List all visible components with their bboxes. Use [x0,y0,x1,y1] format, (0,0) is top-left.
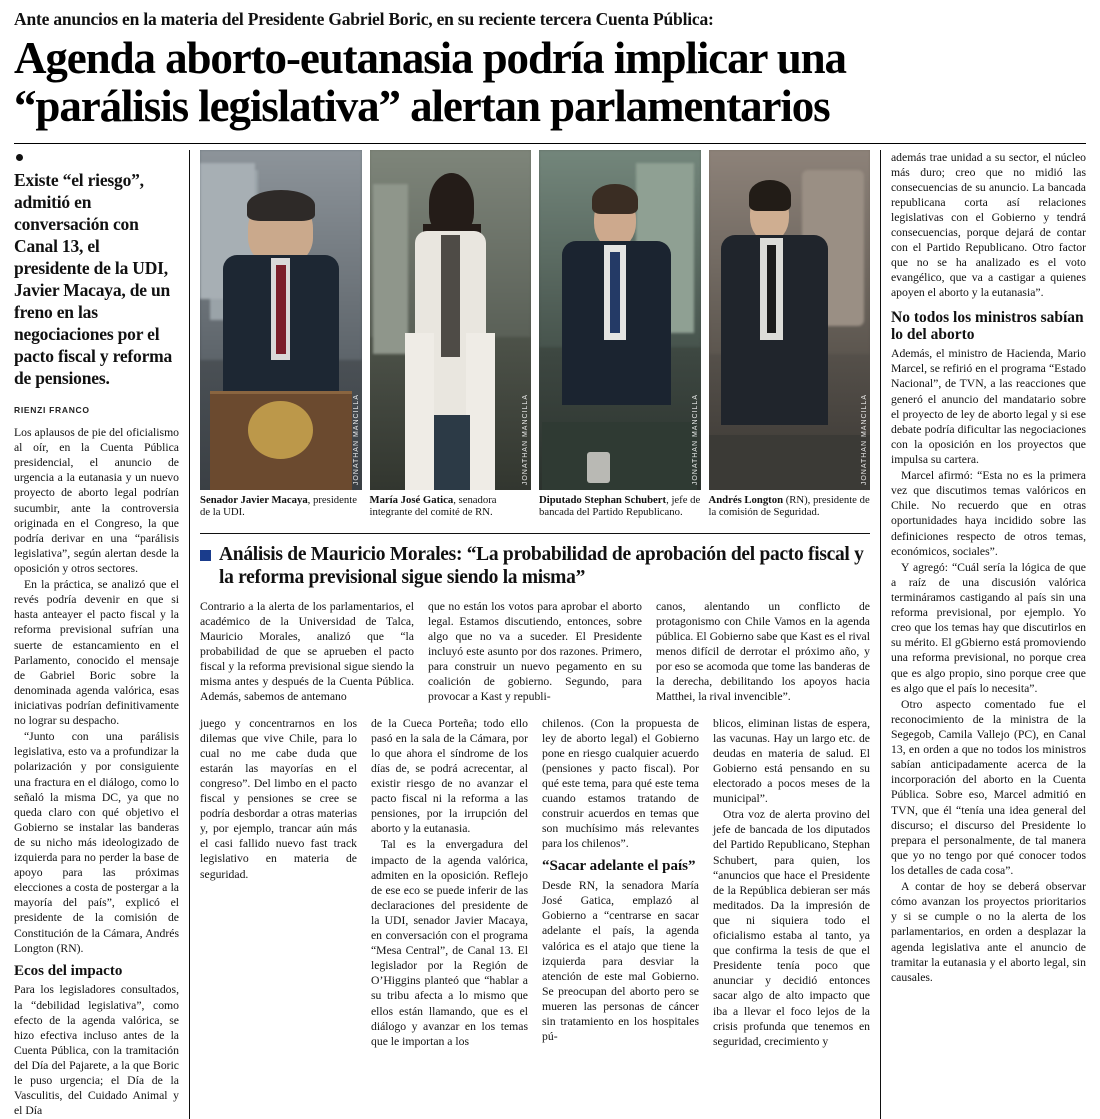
analysis-col-3 [656,599,870,706]
photo-card [709,150,871,520]
kicker: Ante anuncios en la materia del Presidente Gabriel Boric, en su reciente tercera Cuenta Pública: [14,9,714,29]
analysis-title: Análisis de Mauricio Morales: “La probabilidad de aprobación del pacto fiscal y la reforma previsional sigue siendo la misma” [219,544,864,588]
paragraph: que no están los votos para aprobar el aborto legal. Estamos discutiendo, entonces, sobre algo que no va a suceder. El Presidente incluyó este asunto por dos razones. Primero, para construir un nuevo pegamento en su coalición de gobierno. Segundo, para provocar a Kast y republi- [428,599,642,704]
photo-caption [370,494,532,520]
lower-columns [200,716,870,1050]
photo-card [370,150,532,520]
paragraph: chilenos. (Con la propuesta de ley de aborto legal) el Gobierno pone en riesgo cualquier acuerdo (pensiones y pacto fiscal). Por qué este tema, para qué este tema cuando estamos tratando de construir acuerdos en temas que son muchísimo más relevantes para los chilenos”. [542,716,699,851]
paragraph: Tal es la envergadura del impacto de la agenda valórica, admiten en la oposición. Reflejo de ese eco se puede inferir de las declaraciones del presidente de la UDI, senador Javier Macaya, en conversación con el programa “Mesa Central”, de Canal 13. El legislador por la Región de O’Higgins planteó que “hablar a su tribu afecta a lo mismo que ellos están llamando, que es el diálogo y avanzar en los temas que le importan a los [371,838,528,1048]
photo-credit: JONATHAN MANCILLA [691,394,699,486]
headline-divider [14,143,1086,144]
paragraph: Para los legisladores consultados, la “debilidad legislativa”, como efecto de la agenda valórica, se hizo efectiva incluso antes de la Cuenta Pública, con la tramitación del Día del Pajarete, a la que Boric le puso urgencia; el Día de la Vasculitis, del Cuidado Animal y el Día [14,983,179,1118]
paragraph: Además, el ministro de Hacienda, Mario Marcel, se refirió en el programa “Estado Nacional”, de TVN, a las reacciones que generó el anuncio del mandatario sobre el proyecto de ley de aborto legal y si ese debate podría dificultar las negociaciones con la oposición en los proyectos que impulsa su cartera. [891,347,1086,466]
analysis-col-2 [428,599,642,706]
photo-credit: JONATHAN MANCILLA [522,394,529,486]
paragraph: Otra voz de alerta provino del jefe de bancada de los diputados del Partido Republicano, Stephan Schubert, para quien, los “anuncios que hace el Presidente de la República debieran ser más meditados. Da la impresión de que ni siquiera todo el oficialismo estaba al tanto, ya que confirma la tesis de que el Presidente tenía poco que anunciar y decidió entonces sacar algo de alto impacto que iba a llevar el foco lejos de la crisis profunda que tenemos en seguridad, crecimiento y [713,808,870,1048]
caption-rest: , jefe de bancada del Partido Republicano. [539,493,701,519]
photo-caption [709,494,871,520]
analysis-col-1 [200,599,414,706]
paragraph: canos, alentando un conflicto de protagonismo con Chile Vamos en la agenda pública. El Gobierno sabe que Kast es el rival menos difícil de derrotar el próximo año, y por eso se acomoda que tome las banderas de la derecha, debilitando los apoyos hacia Matthei, la rival invencible”. [656,599,870,704]
lower-subhead: “Sacar adelante el país” [542,858,696,875]
paragraph: Contrario a la alerta de los parlamentarios, el académico de la Universidad de Talca, Mauricio Morales, analizó que “la probabilidad de que se aprueben el pacto fiscal y la reforma previsional sigue siendo la misma antes y después de la Cuenta Pública. Además, sabemos de antemano [200,599,414,704]
lower-col-4 [713,716,870,1050]
lede-paragraph: Existe “el riesgo”, admitió en conversación con Canal 13, el presidente de la UDI, Javier Macaya, de un freno en las negociaciones por el pacto fiscal y reforma de pensiones. [14,169,173,389]
left-text-bottom [14,982,179,1118]
photo-card [539,150,701,520]
paragraph: de la Cueca Porteña; todo ello pasó en la sala de la Cámara, por lo que ahora el síndrome de los días de, se podrá acrecentar, al existir riesgo de no avanzar el pacto fiscal ni la reforma a las pensiones, por la irrupción del aborto y la eutanasia. [371,716,528,836]
middle-column [190,150,880,1119]
left-column [14,150,190,1119]
caption-name: Diputado Stephan Schubert [539,493,667,506]
paragraph: Y agregó: “Cuál sería la lógica de que a raíz de una discusión valórica termináramos castigando al país sin una reforma previsional, por ejemplo. Yo creo que los temas hay que discutirlos en su mérito. El gGbierno está promoviendo una reforma previsional, no porque crea que es algo propio, sino porque cree que es algo que el país lo necesita”. [891,560,1086,695]
square-marker-icon [200,550,211,561]
paragraph: además trae unidad a su sector, el núcleo más duro; creo que no midió las consecuencias de su anuncio. La bancada republicana corta así relaciones legislativas con el Gobierno y tendrá consecuencias, porque dejará de contar con el Partido Republicano. Otro factor que no se ha analizado es el voto evangélico, que va a castigar a quienes apoyen el aborto y la eutanasia”. [891,150,1086,300]
caption-name: Andrés Longton [708,493,784,506]
paragraph: Desde RN, la senadora María José Gatica, emplazó al Gobierno a “centrarse en sacar adelante el país, la agenda valórica es el atajo que tiene la izquierda para desviar la atención de este mal Gobierno. Se preocupan del aborto pero se mueren las personas de cáncer sin tratamiento en los hospitales pú- [542,879,699,1044]
paragraph: “Junto con una parálisis legislativa, esto va a profundizar la polarización y por consiguiente una fractura en el diálogo, como lo señaló la misma DC, ya que no queda claro con qué objetivo el Gobierno se instalar las banderas de su nicho más ideologizado de izquierda para no perder la base de apoyo para las próximas elecciones a costa de postergar a la mayoría del país”, explicó el presidente de la comisión de Constitución de la Cámara, Andrés Longton (RN). [14,730,179,955]
caption-rest: (RN), presidente de la comisión de Seguridad. [708,493,870,519]
bullet-icon [16,154,23,161]
right-text-top [891,150,1086,301]
paragraph: Los aplausos de pie del oficialismo al oír, en la Cuenta Pública presidencial, el anuncio de urgencia a la eutanasia y un nuevo proyecto de aborto legal podrían sucumbir, ante la controversia originada en el Congreso, la que podría derivar en una “parálisis legislativa”, según alertan desde la oposición y otros sectores. [14,426,179,575]
photo-senador-javier-macaya [200,150,362,490]
caption-rest: , senadora integrante del comité de RN. [369,493,497,519]
byline: RIENZI FRANCO [14,405,90,416]
page-title [0,29,1100,130]
caption-name: María José Gatica [369,493,454,506]
right-subhead: No todos los ministros sabían lo del aborto [891,308,1084,343]
lower-col-2 [371,716,528,1050]
lower-col-1 [200,716,357,1050]
lower-col-3 [542,716,699,1050]
left-subhead: Ecos del impacto [14,962,123,979]
photo-card [200,150,362,520]
photo-credit: JONATHAN MANCILLA [861,394,868,486]
left-text-top [14,425,179,956]
paragraph: A contar de hoy se deberá observar cómo avanzan los proyectos prioritarios y si se cumple o no la alerta de los parlamentarios, en orden a desplazar la agenda legislativa ante el anuncio de tramitar la eutanasia y el aborto legal, sin causales. [891,880,1086,984]
photo-credit: JONATHAN MANCILLA [352,394,360,486]
analysis-header [200,533,870,588]
right-text-body [891,346,1086,985]
paragraph: juego y concentrarnos en los dilemas que vive Chile, para lo cual no me cabe duda que estarán las mayorías en el congreso”. Del limbo en el pacto fiscal y pensiones se cree se podría desbordar a otras materias y, por ejemplo, trancar aún más el casi fallido nuevo fast track legislativo en materia de seguridad. [200,716,357,881]
photo-caption [539,494,701,520]
caption-name: Senador Javier Macaya [200,493,308,506]
photo-diputado-stephan-schubert [539,150,701,490]
paragraph: Otro aspecto comentado fue el reconocimiento de la ministra de la Segegob, Camila Vallejo (PC), en Canal 13, en orden a que no todos los ministros sabían anticipadamente acerca de la incorporación del aborto en la Cuenta Pública. Sobre eso, Marcel admitió en TVN, que él “tenía una idea general del discurso; el discurso del Presidente lo prepara el personalmente, de tal manera que yo no tengo por qué conocer todos los detalles de cada cosa”. [891,697,1086,877]
photo-andres-longton [709,150,871,490]
caption-rest: , presidente de la UDI. [200,493,357,519]
right-column [880,150,1086,1119]
paragraph: En la práctica, se analizó que el revés podría devenir en que si hasta anteayer el pacto fiscal y la reforma previsional sufrían una suerte de estancamiento en el Parlamento, conocido el mensaje de Gabriel Boric sobre la denominada agenda valórica, esas iniciativas podrían definitivamente no lograr su despacho. [14,578,179,728]
paragraph: Marcel afirmó: “Esta no es la primera vez que discutimos temas valóricos en Chile. No recuerdo que en otras oportunidades haya incidido sobre las definiciones respecto de otros temas, económicos, sociales”. [891,469,1086,558]
paragraph: blicos, eliminan listas de espera, las vacunas. Hay un largo etc. de deudas en materia de salud. El Gobierno está pensando en su electorado a pocos meses de la municipal”. [713,716,870,806]
photo-maria-jose-gatica [370,150,532,490]
article-body [0,150,1100,1119]
headline-line-2: “parálisis legislativa” alertan parlamentarios [14,80,830,131]
headline-line-1: Agenda aborto-eutanasia podría implicar una [14,33,846,84]
analysis-columns [200,599,870,706]
photo-strip [200,150,870,520]
photo-caption [200,494,362,520]
